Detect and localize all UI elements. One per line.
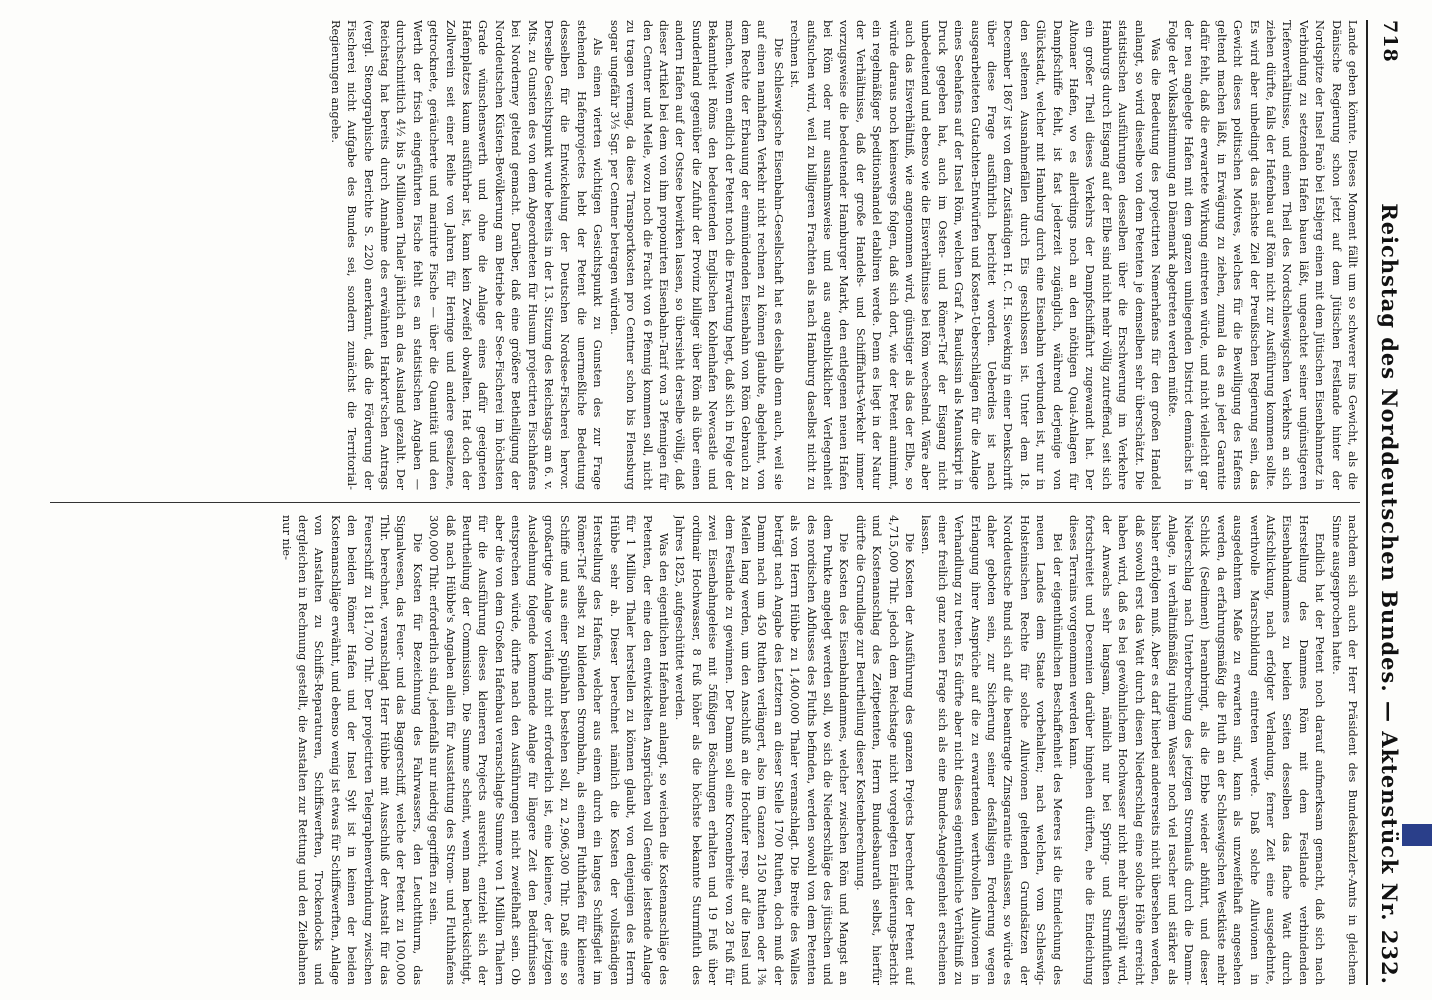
header-rule: [1366, 20, 1368, 985]
paragraph: nachdem sich auch der Herr Präsident des Bundeskanzler-Amts in gleichem Sinne ausgesprochen hatte.: [1329, 515, 1359, 985]
paragraph: Endlich hat der Petent noch darauf aufmerksam gemacht, daß sich nach Herstellung des Dammes Röm mit dem Festlande verbindenden Eisenbahndammes zu beiden Seiten desselben das flache Watt durch Aufschlickung, nach erfolgter Verlandung, ferner Zeit eine ausgedehnte, werthvolle Marschbildung eintreten werde. Daß solche Alluvionen in ausgedehntem Maße zu erwarten sind, kann als unzweifelhaft angesehen werden, da erfahrungsmäßig die Fluth an der Schleswigschen Westküste mehr Schlick (Sediment) heranbringt, als die Ebbe wieder abführt, und dieser Niederschlag nach Unterbrechung des jetzigen Stromlaufs durch die Damm-Anlage, in verhältnißmäßig ruhigem Wasser noch viel rascher und stärker als bisher erfolgen muß. Aber es darf hierbei andererseits nicht übersehen werden, daß sowohl erst das Watt durch diesen Niederschlag eine solche Höhe erreicht haben wird, daß es bei gewöhnlichem Hochwasser nicht mehr überspült wird, der Anwachs sehr langsam, nämlich nur bei Spring- und Sturmfluthen fortschreitet und Decennien darüber hingehen dürften, ehe die Eindeichung dieses Terrains vorgenommen werden kann.: [1067, 515, 1327, 985]
dfg-logo: [1402, 824, 1432, 846]
rotated-page-content: [40, 20, 1410, 985]
digitization-credit: [1408, 150, 1430, 850]
running-title: Reichstag des Norddeutschen Bundes. — Aktenstück Nr. 232.: [1377, 203, 1403, 985]
paragraph: Die Kosten für Bezeichnung des Fahrwassers, den Leuchtthurm, das Signalwesen, das Feuer- und das Baggerschiff, welche der Petent zu 100,000 Thlr. berechnet, veranschlagt Herr Hübbe mit Ausschluß der Anstalt für das Feuerschiff zu 181,700 Thlr. Der projectirten Telegraphenverbindung zwischen den beiden Römer Hafen und der Insel Sylt ist in keinen der beiden Kostenanschläge erwähnt, und ebenso wenig ist etwas für Schiffswerften, Anlage von Anstalten zu Schiffs-Reparaturen, Schiffswerften, Trockendocks und dergleichen in Rechnung gestellt, die Anstalten zur Rettung und den Zielbahnen nur nie-: [279, 515, 424, 985]
column-divider: [50, 502, 1360, 503]
text-columns: [50, 20, 1360, 985]
paragraph: Die Kosten des Eisenbahndammes, welcher zwischen Röm und Mangst an dem Punkte angelegt werden soll, wo sich die Niederschläge des jütischen und des nordischen Abflusses des Fluths befinden, werden sowohl von dem Petenten als von Herrn Hübbe zu 1,400,000 Thaler veranschlagt. Die Breite des Walles beträgt nach Angabe des Letztern an dieser Stelle 1700 Ruthen, doch muß der Damm nach um 450 Ruthen verlängert, also im Ganzen 2150 Ruthen oder 1⅜ Meilen lang werden, um den Anschluß an die Hochufer resp. auf die Insel und dem Festlande zu gewinnen. Der Damm soll eine Kronenbreite von 28 Fuß für zwei Eisenbahngeleise mit 5füßigen Böschungen erhalten und 19 Fuß über ordinair Hochwasser, 8 Fuß höher als die höchste bekannte Sturmfluth des Jahres 1825, aufgeschüttet werden.: [673, 515, 851, 985]
right-column: [50, 515, 1360, 985]
page-body: [40, 20, 1410, 985]
paragraph: Was die Bedeutung des projectirten Nemerhafens für den großen Handel anlangt, so wird dieselbe von dem Petenten je demselben sehr überschätzt. Die statistischen Ausführungen desselben über die Erschwerung im Verkehre Hamburgs durch Eisgang auf der Elbe sind nicht mehr völlig zutreffend, seit sich ein großer Theil dieses Verkehrs der Dampfschiffahrt zugewandt hat. Der Altonaer Hafen, wo es allerdings noch an den nöthigen Quai-Anlagen für Dampfschiffe fehlt, ist fast jederzeit zugänglich, während derjenige von Glückstadt, welcher mit Hamburg durch eine Eisenbahn verbunden ist, nur in den seltenen Ausnahmefällen durch Eis geschlossen ist. Unter dem 18. December 1867 ist von dem Zuständigen H. C. H. Sieveking in einer Denkschrift über diese Frage ausführlich berichtet worden. Ueberdies ist nach ausgearbeiteten Gutachten-Entwürfen und Kosten-Ueberschlägen für die Anlage eines Seehafens auf der Insel Röm, welchen Graf A. Baudissin als Manuskript in Druck gegeben hat, auch im Osten- und Römer-Tief der Eisgang nicht unbedeutend und ebenso wie die Eisverhältnisse bei Röm wechselnd. Wäre aber auch das Eisverhältniß, wie angenommen wird, günstiger als das der Elbe, so würde daraus noch keineswegs folgen, daß sich dort, wie der Petent annimmt, ein regelmäßiger Speditionshandel etabliren werde. Denn es liegt in der Natur der Verhältnisse, daß der große Handels- und Schifffahrts-Verkehr immer vorzugsweise die bedeutender Hamburger Markt, den entlegenen neuen Hafen bei Röm oder nur ausnahmsweise und aus augenblicklicher Verlegenheit aufsuchen wird, weil zu billigeren Frachten als nach Hamburg daselbst nicht zu rechnen ist.: [788, 20, 1163, 490]
paragraph: Die Schleswigsche Eisenbahn-Gesellschaft hat es deshalb denn auch, weil sie auf einen namhaften Verkehr nicht rechnen zu können glaubte, abgelehnt, von dem Rechte der Erbauung der einmündenden Eisenbahn von Röm Gebrauch zu machen. Wenn endlich der Petent noch die Erwartung hegt, daß sich in Folge der Bekanntheit Röms den bedeutenden Englischen Kohlenhafen Newcastle und Sunderland gegenüber die Zufuhr der Provinz billiger über Röm als über einen andern Hafen auf der Ostsee bewirken lassen, so übersieht derselbe völlig, daß dieser Artikel bei dem von ihm proponirten Eisenbahn-Tarif von 3 Pfennigen für den Centner und Meile, wozu noch die Fracht von 6 Pfennig kommen soll, nicht zu tragen vermag, da diese Transportkosten pro Centner schon bis Flensburg sogar ungefähr 3⅓ Sgr. per Centner betragen würden.: [607, 20, 785, 490]
paragraph: Die Kosten der Ausführung des ganzen Projects berechnet der Petent auf 4,715,000 Thlr. jedoch dem Reichstage nicht vorgelegten Erläuterungs-Bericht und Kostenanschlag des Zeitpetenten, Herrn Bundesbaurath selbst, hierfür dürfte die Grundlage zur Beurtheilung dieser Kostenberechnung.: [853, 515, 917, 985]
paragraph: Was den eigentlichen Hafenbau anlangt, so weichen die Kostenanschläge des Petenten, der eine den entwickelten Ansprüchen voll Genüge leistende Anlage für 1 Million Thaler herstellen zu können glaubt, von denjenigen des Herrn Hübbe sehr ab. Dieser berechnet nämlich die Kosten der vollständigen Herstellung des Hafens, welcher aus einem durch ein langes Schiffsgleit im Römer-Tief selbst zu bildenden Strombahn, als einem Fluthhafen für kleinere Schiffe und aus einer Spülbahn bestehen soll, zu 2,906,300 Thlr. Daß eine so großartige Anlage vorläufig nicht erforderlich ist, eine kleinere, der jetzigen Ausdehnung folgende kommende Anlage für längere Zeit den Bedürfnissen entsprechen würde, dürfte nach den Ausführungen nicht zweifelhaft sein. Ob aber die von dem Großen Hafenbau veranschlagte Summe von 1 Million Thalern für die Ausführung dieses kleineren Projects ausreicht, entzieht sich der Beurtheilung der Commission. Die Summe scheint, wenn man berücksichtigt, daß nach Hübbe's Angaben allein für Ausstattung des Strom- und Fluthhafens 300,000 Thlr. erforderlich sind, jedenfalls nur niedrig gegriffen zu sein.: [427, 515, 670, 985]
paragraph: Als einen vierten wichtigen Gesichtspunkt zu Gunsten des zur Frage stehenden Hafenprojectes hebt der Petent die unermeßliche Bedeutung desselben für die Entwickelung der Deutschen Nordsee-Fischerei hervor. Derselbe Gesichtspunkt wurde bereits in der 13. Sitzung des Reichstags am 6. v. Mts. zu Gunsten des von dem Abgeordneten für Husum projectirten Fischhafens bei Norderney geltend gemacht. Darüber, daß eine größere Betheiligung der Norddeutschen Küsten-Bevölkerung am Betriebe der See-Fischerei im höchsten Grade wünschenswerth und ohne die Anlage eines dafür geeigneten Hafenplatzes kaum ausführbar ist, kann kein Zweifel obwalten. Hat doch der Zollverein seit einer Reihe von Jahren für Heringe und andere gesalzene, getrocknete, geräucherte und marinirte Fische — über die Quantität und den Werth der frisch eingeführten Fische fehlt es an statistischen Angaben — durchschnittlich 4½ bis 5 Millionen Thaler jährlich an das Ausland gezahlt. Der Reichstag hat bereits durch Annahme des erwähnten Harkort'schen Antrags (vergl. Stenographische Berichte S. 220) anerkannt, daß die Förderung der Fischerei nicht Aufgabe des Bundes sei, sondern zunächst die Territorial-Regierungen angehe.: [328, 20, 605, 490]
left-column: [50, 20, 1360, 490]
paragraph: Bei der eigenthümlichen Beschaffenheit des Meeres ist die Eindeichung des neuen Landes dem Staate vorbehalten; nach welchen, vom Schleswig-Holsteinischen Rechte für solche Alluvionen geltenden Grundsätzen der Norddeutsche Bund sich auf die beantragte Zinsgarantie einlassen, so würde es daher geboten sein, zur Sicherung seiner desfallsigen Forderung wegen Erlangung ihrer Ansprüche auf die zu erwartenden werthvollen Alluvionen in Verhandlung zu treten. Es dürfte aber nicht dieses eigenthümliche Verhältniß zu einer freilich ganz neuen Frage sich als eine Bundes-Angelegenheit erscheinen lassen.: [919, 515, 1064, 985]
paragraph: Lande geben könnte. Dieses Moment fällt um so schwerer ins Gewicht, als die Dänische Regierung schon jetzt auf dem Jütischen Festlande hinter der Nordspitze der Insel Fanö bei Esbjerg einen mit dem Jütischen Eisenbahnnetz in Verbindung zu setzenden Hafen bauen läßt, ungeachtet seiner ungünstigeren Tiefenverhältnisse, und einen Theil des Nordschleswigschen Verkehrs an sich ziehen dürfte, falls der Hafenbau auf Röm nicht zur Ausführung kommen sollte. Es wird aber unbedingt das nächste Ziel der Preußischen Regierung sein, das Gewicht dieses politischen Motives, welches für die Bewilligung des Hafens geltend machen läßt, in Erwägung zu ziehen, zumal da es an jeder Garantie dafür fehlt, daß die erwartete Wirkung eintreten würde, und nicht vielleicht gar der neu angelegte Hafen mit dem ganzen umliegenden District demnächst in Folge der Volksabstimmung an Dänemark abgetreten werden müßte.: [1165, 20, 1359, 490]
credit-text-wrap: [1408, 150, 1430, 850]
page-number: 718: [1379, 20, 1401, 63]
